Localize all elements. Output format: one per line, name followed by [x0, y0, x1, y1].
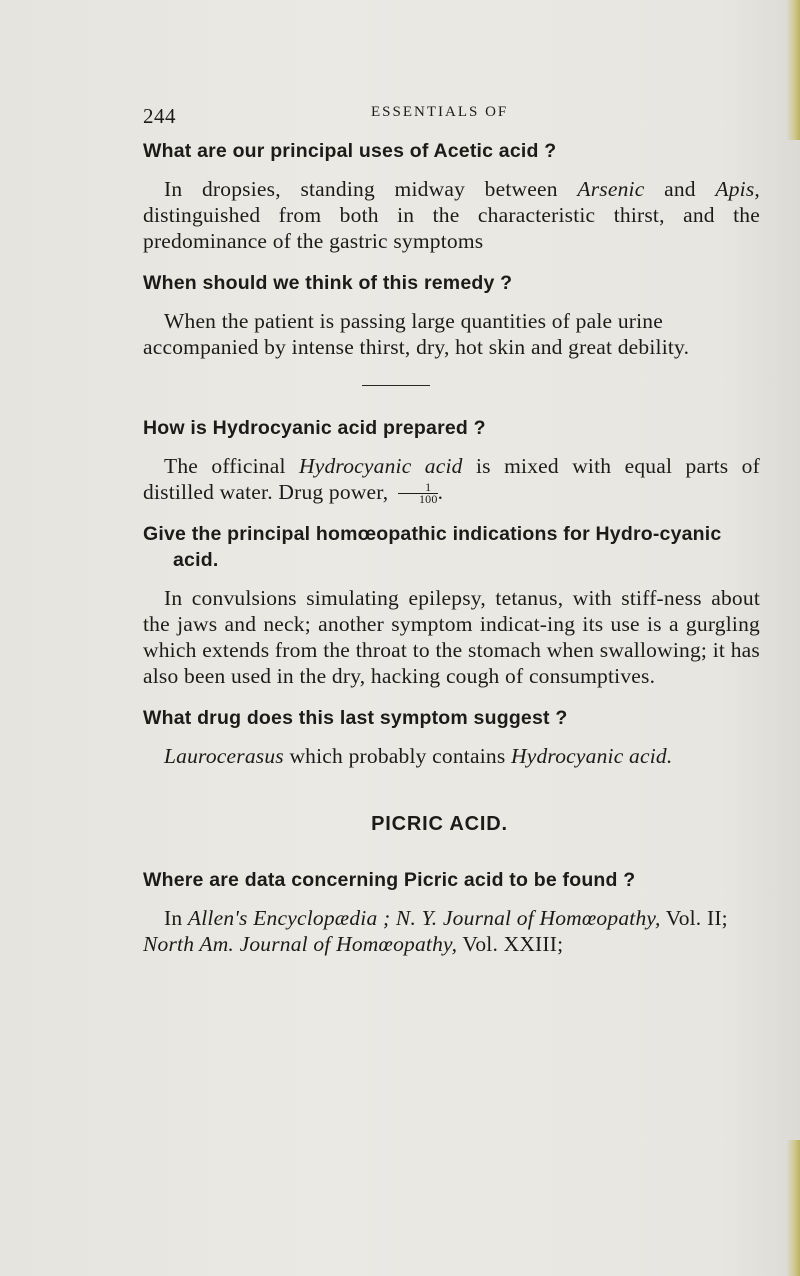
- remedy-name-hydrocyanic: Hydrocyanic acid: [299, 454, 463, 478]
- fraction-denominator: 100: [418, 492, 438, 506]
- answer-hydrocyanic-indications: In convulsions simulating epilepsy, tetanus, with stiff-ness about the jaws and neck; another symptom indicat-ing its use is a gurgling which extends from the throat to the stomach when swallowing; it has also been used in the dry, hacking cough of consumptives.: [143, 586, 760, 688]
- section-title-picric-acid: PICRIC ACID.: [371, 813, 508, 835]
- reference-allens-encyclopaedia: Allen's Encyclopædia ; N. Y. Journal of Homœopathy,: [187, 906, 661, 930]
- page-body: [143, 138, 760, 957]
- remedy-name-apis: Apis,: [715, 177, 760, 201]
- page-edge-stain-top: [786, 0, 800, 140]
- fraction-numerator: 1: [398, 482, 438, 494]
- answer-acetic-acid-uses: [143, 176, 760, 254]
- page-number: 244: [143, 104, 176, 128]
- page-edge-stain-bottom: [786, 1140, 800, 1276]
- drug-power-fraction: [398, 482, 438, 505]
- answer-text: distinguished from both in the characteristic thirst, and the predominance of the gastric symptoms: [143, 203, 760, 253]
- question-hydrocyanic-indications: Give the principal homœopathic indications for Hydro-cyanic acid.: [143, 523, 722, 571]
- question-picric-data: Where are data concerning Picric acid to be found ?: [143, 869, 636, 891]
- remedy-name-arsenic: Arsenic: [577, 177, 645, 201]
- answer-text: In dropsies, standing midway between: [164, 177, 578, 201]
- divider-rule: [362, 385, 430, 386]
- running-head-title: ESSENTIALS OF: [371, 104, 509, 120]
- answer-last-symptom: [143, 743, 760, 769]
- answer-text: is mixed with equal parts of distilled water. Drug power,: [143, 454, 760, 504]
- remedy-name-laurocerasus: Laurocerasus: [164, 744, 284, 768]
- remedy-name-hydrocyanic: Hydrocyanic acid.: [511, 744, 673, 768]
- answer-text: The officinal: [164, 454, 299, 478]
- answer-text: which probably contains: [283, 744, 511, 768]
- reference-north-am-journal: North Am. Journal of Homœopathy,: [143, 932, 458, 956]
- answer-text: Vol. XXIII;: [457, 932, 564, 956]
- answer-text: Vol. II;: [660, 906, 728, 930]
- answer-picric-data: [143, 905, 760, 957]
- question-hydrocyanic-prepared: How is Hydrocyanic acid prepared ?: [143, 417, 486, 439]
- question-when-remedy: When should we think of this remedy ?: [143, 272, 513, 294]
- answer-when-remedy: When the patient is passing large quantities of pale urine accompanied by intense thirst, dry, hot skin and great debility.: [143, 309, 690, 359]
- answer-text: and: [644, 177, 716, 201]
- question-last-symptom: What drug does this last symptom suggest ?: [143, 707, 568, 729]
- answer-text: In: [164, 906, 188, 930]
- question-acetic-acid-uses: What are our principal uses of Acetic acid ?: [143, 140, 557, 162]
- running-head: [143, 98, 663, 128]
- answer-hydrocyanic-prepared: [143, 453, 760, 505]
- answer-text: .: [437, 480, 444, 504]
- section-divider: [143, 360, 760, 415]
